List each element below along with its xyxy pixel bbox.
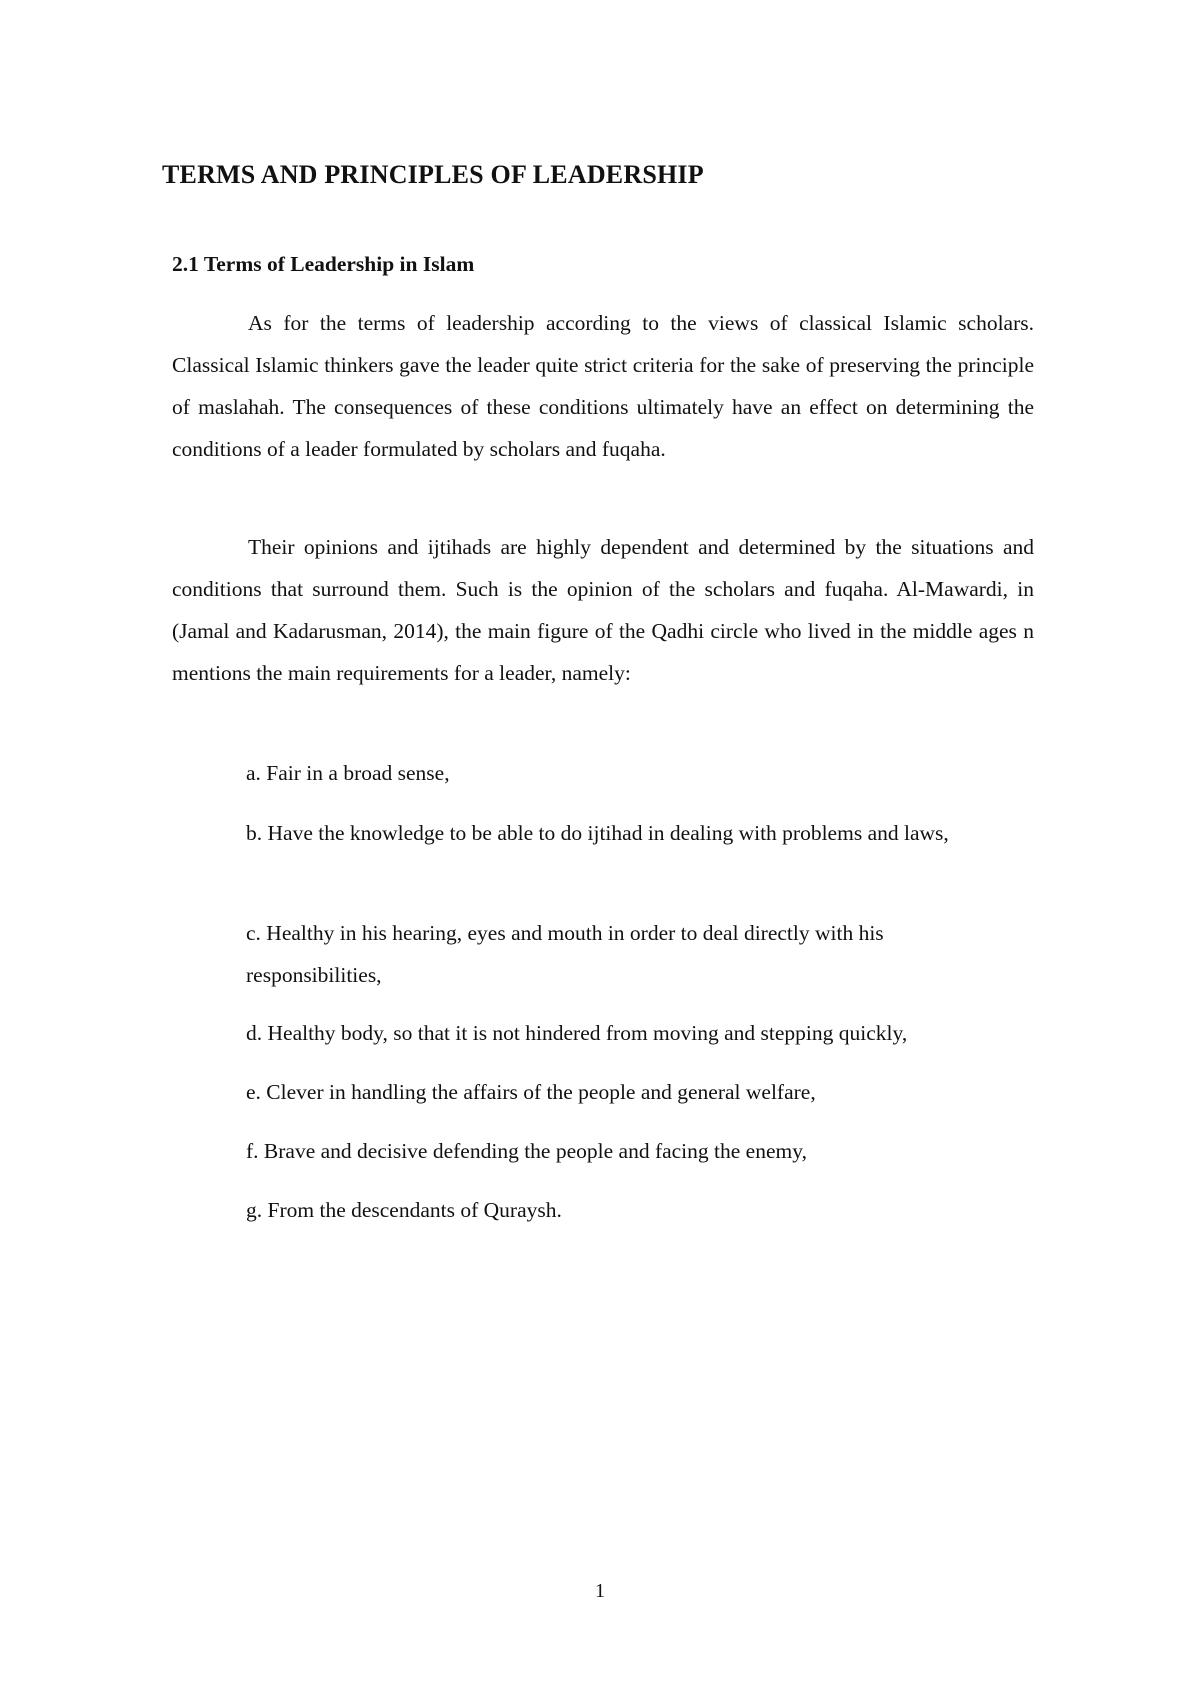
list-item: b. Have the knowledge to be able to do ijtihad in dealing with problems and laws, <box>246 821 949 845</box>
document-title: TERMS AND PRINCIPLES OF LEADERSHIP <box>162 160 704 189</box>
list-item: g. From the descendants of Quraysh. <box>246 1198 562 1222</box>
list-item: c. Healthy in his hearing, eyes and mouth in order to deal directly with his responsibilities, <box>246 921 884 987</box>
section-heading: 2.1 Terms of Leadership in Islam <box>172 252 475 276</box>
body-paragraph: Their opinions and ijtihads are highly dependent and determined by the situations and conditions that surround them. Such is the opinion of the scholars and fuqaha. Al-Mawardi, in (Jamal and Kadarusman, 2014), the main figure of the Qadhi circle who lived in the middle ages n mentions the main requirements for a leader, namely: <box>172 535 1034 685</box>
list-item: e. Clever in handling the affairs of the people and general welfare, <box>246 1080 816 1104</box>
page-number: 1 <box>595 1580 605 1602</box>
body-paragraph: As for the terms of leadership according to the views of classical Islamic scholars. Classical Islamic thinkers gave the leader quite strict criteria for the sake of preserving the principle of maslahah. The consequences of these conditions ultimately have an effect on determining the conditions of a leader formulated by scholars and fuqaha. <box>172 311 1034 461</box>
list-item: f. Brave and decisive defending the people and facing the enemy, <box>246 1139 807 1163</box>
list-item: a. Fair in a broad sense, <box>246 761 450 785</box>
list-item: d. Healthy body, so that it is not hindered from moving and stepping quickly, <box>246 1021 908 1045</box>
